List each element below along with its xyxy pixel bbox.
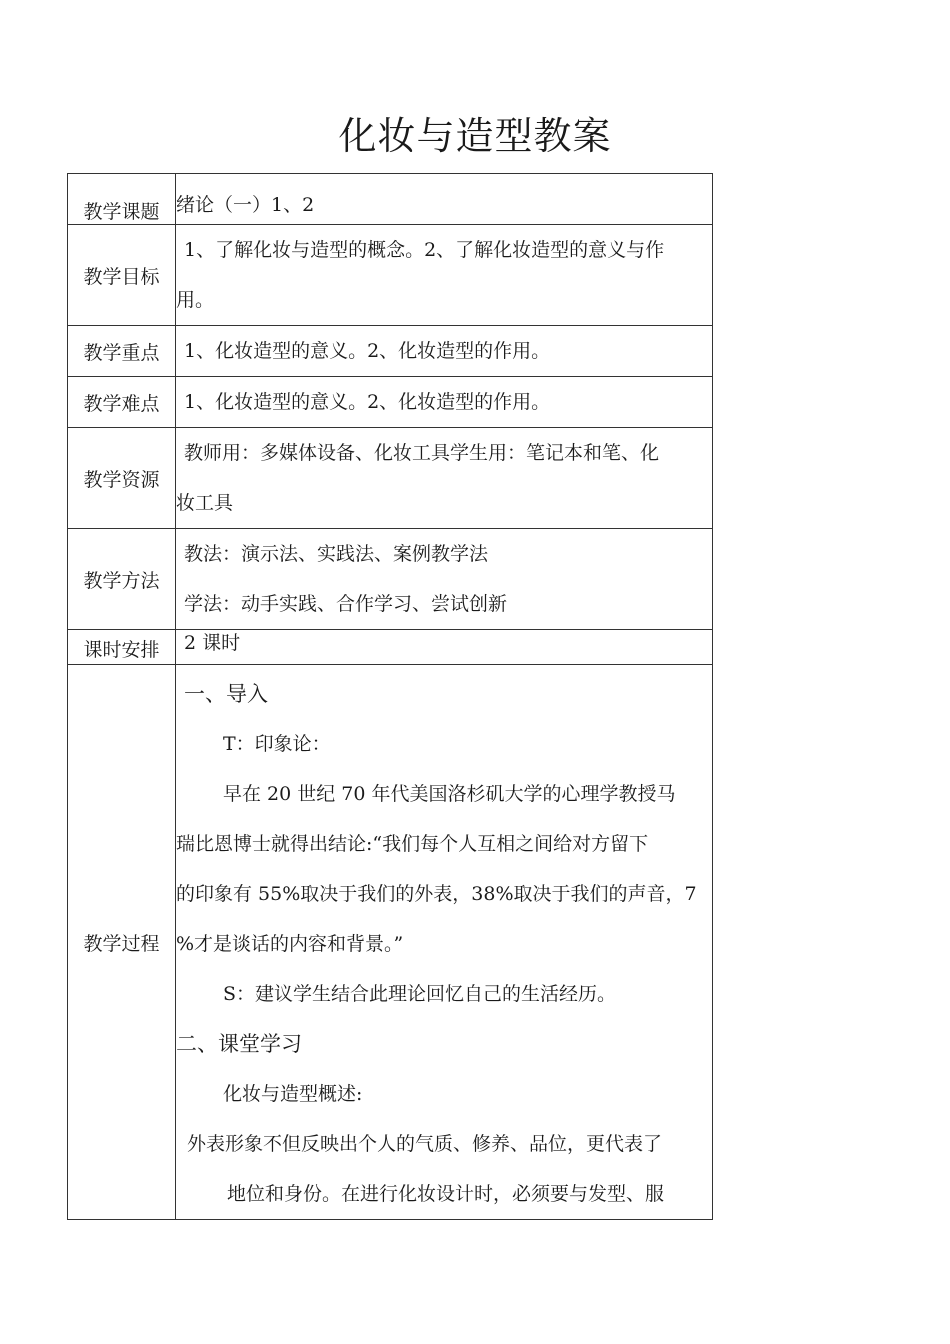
row-label-hours: 课时安排 — [68, 630, 176, 665]
row-value-resources — [176, 428, 713, 529]
quote-line-2: 瑞比恩博士就得出结论:“我们每个人互相之间给对方留下 — [176, 833, 649, 855]
section-heading-class: 二、课堂学习 — [176, 1032, 302, 1056]
hours-text: 2 课时 — [184, 632, 241, 654]
quote-line-1: 早在 20 世纪 70 年代美国洛杉矶大学的心理学教授马 — [223, 783, 676, 805]
table-row — [68, 174, 713, 225]
body-line-1: 外表形象不但反映出个人的气质、修养、品位，更代表了 — [187, 1133, 663, 1155]
resources-line-1: 教师用：多媒体设备、化妆工具学生用：笔记本和笔、化 — [184, 442, 660, 464]
table-row — [68, 326, 713, 377]
resources-line-2: 妆工具 — [176, 492, 234, 514]
section-heading-intro: 一、导入 — [184, 682, 268, 706]
row-label-key: 教学重点 — [68, 326, 176, 377]
row-value-process — [176, 665, 713, 1220]
student-line: S：建议学生结合此理论回忆自己的生活经历。 — [223, 983, 617, 1005]
method-line-1: 教法：演示法、实践法、案例教学法 — [184, 543, 489, 565]
teacher-line: T：印象论： — [223, 733, 331, 755]
row-label-resources: 教学资源 — [68, 428, 176, 529]
row-label-method: 教学方法 — [68, 529, 176, 630]
table-row — [68, 377, 713, 428]
table-row — [68, 529, 713, 630]
method-line-2: 学法：动手实践、合作学习、尝试创新 — [184, 593, 508, 615]
quote-line-4: %才是谈话的内容和背景。” — [176, 933, 404, 955]
row-label-difficulty: 教学难点 — [68, 377, 176, 428]
table-row — [68, 428, 713, 529]
page-title: 化妆与造型教案 — [338, 114, 612, 158]
row-label-topic: 教学课题 — [68, 174, 176, 225]
goal-line-2: 用。 — [176, 289, 215, 311]
body-line-2: 地位和身份。在进行化妆设计时，必须要与发型、服 — [227, 1183, 665, 1205]
key-text: 1、化妆造型的意义。2、化妆造型的作用。 — [184, 340, 551, 362]
table-row — [68, 225, 713, 326]
row-value-method — [176, 529, 713, 630]
table-row — [68, 630, 713, 665]
overview-line: 化妆与造型概述: — [223, 1083, 363, 1105]
goal-line-1: 1、了解化妆与造型的概念。2、了解化妆造型的意义与作 — [184, 239, 665, 261]
row-value-topic: 绪论（一）1、2 — [176, 174, 713, 225]
row-value-goal — [176, 225, 713, 326]
row-label-process: 教学过程 — [68, 665, 176, 1220]
row-value-difficulty — [176, 377, 713, 428]
lesson-plan-table — [67, 173, 713, 1220]
table-row — [68, 665, 713, 1220]
quote-line-3: 的印象有 55%取决于我们的外表，38%取决于我们的声音，7 — [176, 883, 697, 905]
row-value-hours — [176, 630, 713, 665]
row-label-goal: 教学目标 — [68, 225, 176, 326]
row-value-key — [176, 326, 713, 377]
difficulty-text: 1、化妆造型的意义。2、化妆造型的作用。 — [184, 391, 551, 413]
